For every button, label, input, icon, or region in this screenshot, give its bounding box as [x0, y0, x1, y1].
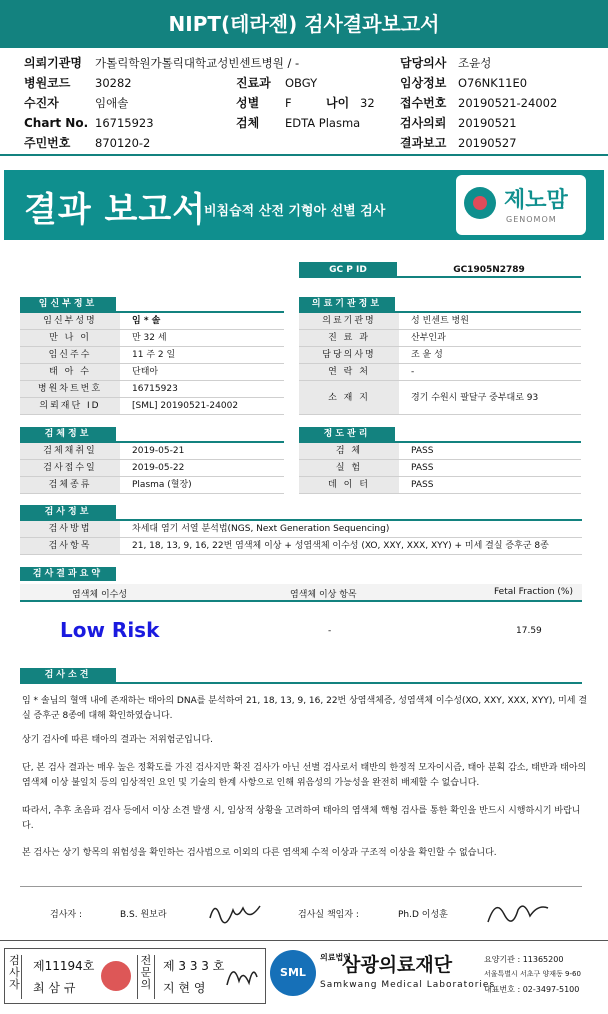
seal-stamp — [101, 961, 131, 991]
row-label: 연 락 처 — [299, 364, 399, 380]
director-name: Ph.D 이성훈 — [398, 910, 448, 920]
table-row — [20, 538, 582, 555]
tester-license: 제11194호 — [33, 959, 95, 973]
divider — [20, 886, 582, 887]
row-label: 태 아 수 — [20, 364, 120, 380]
tester-name: B.S. 원보라 — [120, 910, 167, 920]
label-report-date: 결과보고 — [400, 136, 447, 150]
table-row — [20, 477, 284, 494]
row-label: 실 험 — [299, 460, 399, 476]
row-label: 담당의사명 — [299, 347, 399, 363]
org-english-name: Samkwang Medical Laboratories — [320, 980, 496, 990]
value-clinical: O76NK11E0 — [458, 76, 528, 90]
header-info — [0, 52, 608, 152]
section-specimen: 검체정보 — [20, 427, 116, 441]
col-fetal-fraction: Fetal Fraction (%) — [494, 587, 573, 597]
row-value: - — [411, 367, 415, 377]
sml-logo: SML — [270, 950, 316, 996]
specialist-license: 제 3 3 3 호 — [163, 959, 225, 973]
row-label: 검 체 — [299, 443, 399, 459]
qc-table — [299, 443, 581, 494]
row-label: 데 이 터 — [299, 477, 399, 493]
row-label: 검사방법 — [20, 521, 120, 537]
row-label: 의료기관명 — [299, 313, 399, 329]
row-label: 만 나 이 — [20, 330, 120, 346]
org-type: 의료법인 — [320, 953, 351, 962]
value-age: 32 — [360, 96, 375, 110]
label-dept: 진료과 — [236, 76, 271, 90]
opinion-paragraph: 본 검사는 상기 항목의 위험성을 확인하는 검사법으로 이외의 다른 염색체 수적 이상과 구조적 이상을 확인할 수 없습니다. — [22, 848, 497, 858]
banner-subtitle: 비침습적 산전 기형아 선별 검사 — [204, 204, 386, 219]
gcp-id-label: GC P ID — [299, 262, 397, 278]
col-aneuploidy: 염색체 이수성 — [72, 590, 128, 600]
row-label: 병원차트번호 — [20, 381, 120, 397]
table-row — [20, 364, 284, 381]
table-row — [299, 330, 581, 347]
table-row — [20, 443, 284, 460]
row-value: 2019-05-22 — [132, 463, 185, 473]
value-doctor: 조윤성 — [458, 56, 492, 70]
value-institution: 가톨릭학원가톨릭대학교성빈센트병원 / - — [95, 56, 300, 70]
table-row — [20, 347, 284, 364]
label-hospital-code: 병원코드 — [24, 76, 71, 90]
report-title: NIPT(테라젠) 검사결과보고서 — [0, 0, 608, 48]
value-resident-no: 870120-2 — [95, 136, 151, 150]
section-test: 검사정보 — [20, 505, 116, 519]
pregnant-table — [20, 313, 284, 415]
label-doctor: 담당의사 — [400, 56, 447, 70]
opinion-paragraph: 임 * 솔님의 혈액 내에 존재하는 태아의 DNA를 분석하여 21, 18, 13, 9, 16, 22번 상염색체증, 성염색체 이수성(XO, XXY, XXX, XYY), 미세 결실 증후군 8종에 대해 확인하였습니다. — [22, 696, 588, 721]
table-row — [299, 477, 581, 494]
abnormal-value: - — [328, 626, 332, 636]
gcp-id-box — [299, 262, 581, 278]
row-value: PASS — [411, 480, 434, 490]
label-age: 나이 — [326, 96, 350, 110]
value-sex: F — [285, 96, 292, 110]
label-accession: 접수번호 — [400, 96, 447, 110]
row-value: 경기 수원시 팔달구 중부대로 93 — [411, 393, 539, 403]
table-row — [20, 313, 284, 330]
specialist-name: 지 현 영 — [163, 981, 206, 995]
label-chart-no: Chart No. — [24, 116, 89, 130]
section-line — [20, 682, 582, 684]
section-qc: 정도관리 — [299, 427, 395, 441]
row-label: 임신주수 — [20, 347, 120, 363]
summary-header — [20, 584, 582, 602]
table-row — [299, 313, 581, 330]
col-abnormal: 염색체 이상 항목 — [290, 590, 357, 600]
director-label: 검사실 책임자 : — [298, 910, 359, 920]
row-label: 임신부성명 — [20, 313, 120, 329]
logo-subtitle: GENOMOM — [506, 215, 557, 224]
label-patient: 수진자 — [24, 96, 59, 110]
specialist-vertical-label: 전문의 — [137, 955, 155, 999]
label-institution: 의뢰기관명 — [24, 56, 82, 70]
section-pregnant: 임신부정보 — [20, 297, 116, 311]
row-label: 검사항목 — [20, 538, 120, 554]
label-clinical: 임상정보 — [400, 76, 447, 90]
table-row — [20, 460, 284, 477]
specimen-table — [20, 443, 284, 494]
row-value: 차세대 염기 서열 분석법(NGS, Next Generation Sequencing) — [132, 524, 390, 534]
test-table — [20, 521, 582, 555]
value-patient: 임애솔 — [95, 96, 129, 110]
table-row — [299, 347, 581, 364]
divider — [0, 940, 608, 941]
label-sex: 성별 — [236, 96, 260, 110]
table-row — [299, 364, 581, 381]
row-label: 소 재 지 — [299, 381, 399, 414]
tester-vertical-label: 검사자 — [8, 955, 22, 999]
row-value: 조 윤 성 — [411, 350, 443, 360]
director-signature — [482, 894, 552, 930]
gcp-id-value: GC1905N2789 — [453, 265, 525, 275]
label-resident-no: 주민번호 — [24, 136, 71, 150]
table-row — [299, 460, 581, 477]
fetal-fraction-value: 17.59 — [516, 626, 542, 636]
row-value: 21, 18, 13, 9, 16, 22번 염색체 이상 + 성염색체 이수성 (XO, XXY, XXX, XYY) + 미세 결실 증후군 8종 — [132, 541, 549, 551]
row-label: 검사접수일 — [20, 460, 120, 476]
row-value: Plasma (혈장) — [132, 480, 192, 490]
value-dept: OBGY — [285, 76, 318, 90]
divider — [0, 154, 608, 156]
org-name: 삼광의료재단 — [342, 954, 453, 976]
banner-title: 결과 보고서 — [24, 190, 207, 230]
org-phone: 대표번호 : 02-3497-5100 — [484, 985, 580, 994]
row-value: [SML] 20190521-24002 — [132, 401, 239, 411]
row-value: 단태아 — [132, 367, 159, 377]
value-hospital-code: 30282 — [95, 76, 132, 90]
row-label: 검체종류 — [20, 477, 120, 493]
label-specimen: 검체 — [236, 116, 260, 130]
row-label: 의뢰재단 ID — [20, 398, 120, 414]
row-value: 2019-05-21 — [132, 446, 185, 456]
table-row — [299, 381, 581, 415]
table-row — [20, 521, 582, 538]
opinion-paragraph: 단, 본 검사 결과는 매우 높은 정확도를 가진 검사지만 확진 검사가 아닌 선별 검사로서 태반의 한정적 모자이시즘, 태아 분획 감소, 태반과 태아의 염색체 이상 불일치 등의 임상적인 요인 및 기술의 한계 사항으로 인해 위음성의 가능성을 완전히 배제할 수 없습니다. — [22, 763, 587, 788]
tester-signature — [205, 898, 265, 928]
opinion-paragraph: 따라서, 추후 초음파 검사 등에서 이상 소견 발생 시, 임상적 상황을 고려하여 태아의 염색체 핵형 검사를 통한 확인을 반드시 시행하시기 바랍니다. — [22, 806, 581, 831]
row-value: PASS — [411, 446, 434, 456]
row-label: 검체채취일 — [20, 443, 120, 459]
label-request-date: 검사의뢰 — [400, 116, 447, 130]
genomom-logo-icon — [464, 187, 496, 219]
value-request-date: 20190521 — [458, 116, 517, 130]
logo-name: 제노맘 — [504, 188, 568, 213]
org-code: 요양기관 : 11365200 — [484, 955, 564, 964]
row-value: 만 32 세 — [132, 333, 167, 343]
value-specimen: EDTA Plasma — [285, 116, 361, 130]
opinion-paragraph: 상기 검사에 따른 태아의 결과는 저위험군입니다. — [22, 735, 214, 745]
row-value: 임 * 솔 — [132, 316, 161, 326]
genomom-logo — [456, 175, 586, 235]
value-report-date: 20190527 — [458, 136, 517, 150]
section-institution: 의료기관정보 — [299, 297, 395, 311]
value-accession: 20190521-24002 — [458, 96, 558, 110]
specialist-signature — [223, 959, 261, 993]
row-value: 11 주 2 일 — [132, 350, 176, 360]
row-value: PASS — [411, 463, 434, 473]
row-label: 진 료 과 — [299, 330, 399, 346]
section-summary: 검사결과요약 — [20, 567, 116, 581]
row-value: 산부인과 — [411, 333, 446, 343]
row-value: 성 빈센트 병원 — [411, 316, 469, 326]
table-row — [299, 443, 581, 460]
institution-table — [299, 313, 581, 415]
row-value: 16715923 — [132, 384, 178, 394]
section-opinion: 검사소견 — [20, 668, 116, 682]
table-row — [20, 381, 284, 398]
table-row — [20, 330, 284, 347]
result-low-risk: Low Risk — [60, 618, 160, 642]
table-row — [20, 398, 284, 415]
value-chart-no: 16715923 — [95, 116, 154, 130]
tester-cert-name: 최 삼 규 — [33, 981, 76, 995]
certification-box — [4, 948, 266, 1004]
org-address: 서울특별시 서초구 양재동 9-60 — [484, 970, 581, 978]
tester-label: 검사자 : — [50, 910, 82, 920]
result-banner — [4, 170, 604, 240]
